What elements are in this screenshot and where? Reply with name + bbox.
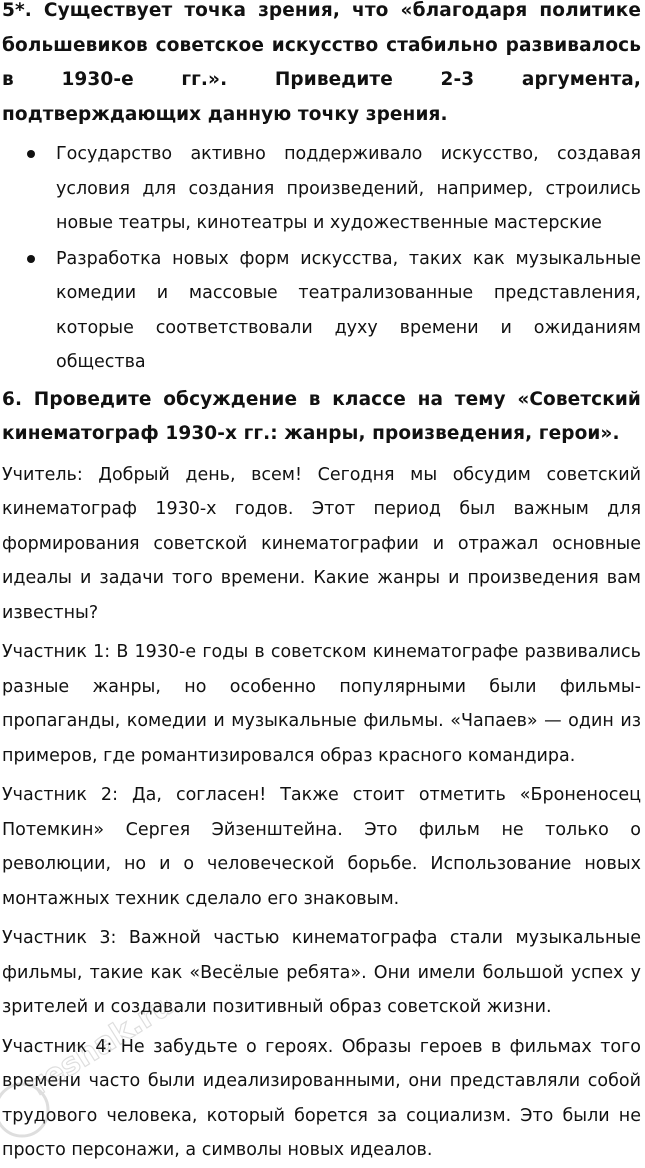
bullet-icon: [27, 255, 35, 263]
list-item-text: Государство активно поддерживало искусство, создавая условия для создания произведений, например, строились новые театры, кинотеатры и художественные мастерские: [56, 144, 641, 233]
list-item: [0, 242, 645, 380]
list-item-text: Разработка новых форм искусства, таких как музыкальные комедии и массовые театрализованные представления, которые соответствовали духу времени и ожиданиям общества: [56, 248, 641, 372]
svg-text:reshak.ru: reshak.ru: [23, 1000, 180, 1103]
question-5-title: 5*. Существует точка зрения, что «благодаря политике большевиков советское искусство стабильно развивалось в 1930-е гг.». Приведите 2-3 аргумента, подтверждающих данную точку зрения.: [2, 0, 641, 125]
dialogue-paragraph-participant-1: Участник 1: В 1930-е годы в советском кинематографе развивались разные жанры, но особенно популярными были фильмы-пропаганды, комедии и музыкальные фильмы. «Чапаев» — один из примеров, где романтизировался образ красного командира.: [2, 642, 641, 766]
list-item: [0, 137, 645, 241]
dialogue-paragraph-teacher: Учитель: Добрый день, всем! Сегодня мы обсудим советский кинематограф 1930-х годов. Этот период был важным для формирования советской кинематографии и отражал основные идеалы и задачи того времени. Какие жанры и произведения вам известны?: [2, 464, 641, 623]
question-5-answer-list: [0, 137, 645, 380]
dialogue-paragraph-participant-4: Участник 4: Не забудьте о героях. Образы героев в фильмах того времени часто были идеализированными, они представляли собой трудового человека, который борется за социализм. Это были не просто персонажи, а символы новых идеалов.: [2, 1036, 641, 1160]
question-6-title: 6. Проведите обсуждение в классе на тему «Советский кинематограф 1930-х гг.: жанры, произведения, герои».: [2, 388, 641, 444]
bullet-icon: [27, 150, 35, 158]
dialogue-paragraph-participant-3: Участник 3: Важной частью кинематографа стали музыкальные фильмы, такие как «Весёлые ребята». Они имели большой успех у зрителей и создавали позитивный образ советской жизни.: [2, 928, 641, 1017]
dialogue-paragraph-participant-2: Участник 2: Да, согласен! Также стоит отметить «Броненосец Потемкин» Сергея Эйзенштейна. Это фильм не только о революции, но и о человеческой борьбе. Использование новых монтажных техник сделало его знаковым.: [2, 785, 641, 909]
